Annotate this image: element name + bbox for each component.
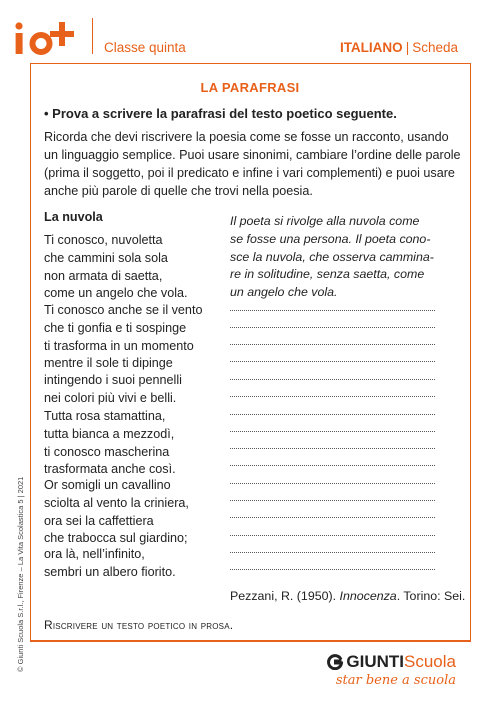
writing-line[interactable] bbox=[230, 361, 435, 362]
paraphrase-line: re in solitudine, senza saetta, come bbox=[230, 267, 425, 282]
poem-line: che trabocca sul giardino; bbox=[44, 531, 188, 546]
writing-line[interactable] bbox=[230, 483, 435, 484]
poem-line: Ti conosco anche se il vento bbox=[44, 303, 203, 317]
header-subject-block bbox=[340, 40, 458, 55]
header-type: Scheda bbox=[412, 40, 458, 55]
writing-line[interactable] bbox=[230, 465, 435, 466]
header-separator: | bbox=[405, 40, 410, 55]
instruction: • Prova a scrivere la parafrasi del testo poetico seguente. bbox=[44, 106, 397, 121]
poem-line: come un angelo che vola. bbox=[44, 286, 188, 301]
header-divider bbox=[92, 18, 93, 54]
poem-line: Ti conosco, nuvoletta bbox=[44, 233, 163, 247]
poem-stanza-2 bbox=[44, 302, 202, 373]
io-plus-logo bbox=[12, 12, 87, 58]
brand-name-bold: GIUNTI bbox=[346, 652, 405, 671]
task-footer: Riscrivere un testo poetico in prosa. bbox=[44, 618, 234, 632]
header-grade: Classe quinta bbox=[104, 40, 186, 55]
intro-paragraph: Ricorda che devi riscrivere la poesia come se fosse un racconto, usando un linguaggio semplice. Puoi usare sinonimi, cambiare l’ordine delle parole (prima il soggetto, poi il predicato e infine i vari complementi) e puoi usare anche più parole di quelle che trovi nella poesia. bbox=[44, 130, 461, 198]
poem-line: che ti gonfia e ti sospinge bbox=[44, 320, 187, 335]
writing-line[interactable] bbox=[230, 535, 435, 536]
poem-line: sembri un albero fiorito. bbox=[44, 564, 176, 579]
poem-line: Or somigli un cavallino bbox=[44, 478, 171, 492]
poem-title: La nuvola bbox=[44, 210, 103, 224]
poem-stanza-1 bbox=[44, 232, 188, 303]
poem-line: ora sei la caffettiera bbox=[44, 513, 154, 528]
writing-line[interactable] bbox=[230, 569, 435, 570]
writing-line[interactable] bbox=[230, 379, 435, 380]
writing-line[interactable] bbox=[230, 327, 435, 328]
writing-line[interactable] bbox=[230, 310, 435, 311]
copyright-credit: © Giunti Scuola S.r.l., Firenze – La Vita Scolastica 5 | 2021 bbox=[16, 476, 25, 672]
poem-stanza-6 bbox=[44, 546, 176, 582]
writing-line[interactable] bbox=[230, 344, 435, 345]
poem-line: ti conosco mascherina bbox=[44, 444, 170, 459]
io-plus-logo-icon bbox=[12, 12, 87, 58]
writing-line[interactable] bbox=[230, 431, 435, 432]
poem-line: che cammini sola sola bbox=[44, 250, 168, 265]
poem-line: ti trasforma in un momento bbox=[44, 338, 194, 353]
giunti-scuola-brand bbox=[327, 652, 456, 688]
poem-stanza-5 bbox=[44, 477, 189, 548]
poem-line: tutta bianca a mezzodì, bbox=[44, 426, 175, 441]
poem-line: mentre il sole ti dipinge bbox=[44, 356, 173, 371]
writing-line[interactable] bbox=[230, 414, 435, 415]
paraphrase-line: se fosse una persona. Il poeta cono- bbox=[230, 231, 431, 246]
paraphrase-example bbox=[230, 213, 450, 302]
poem-line: non armata di saetta, bbox=[44, 268, 163, 283]
header-subject: ITALIANO bbox=[339, 40, 403, 55]
poem-line: sciolta al vento la criniera, bbox=[44, 495, 189, 510]
citation bbox=[230, 589, 465, 603]
paraphrase-line: un angelo che vola. bbox=[230, 285, 338, 300]
giunti-logo-icon bbox=[327, 654, 343, 670]
brand-name-light: Scuola bbox=[404, 652, 456, 671]
brand-name bbox=[327, 652, 456, 672]
writing-line[interactable] bbox=[230, 500, 435, 501]
poem-stanza-3 bbox=[44, 372, 182, 408]
writing-line[interactable] bbox=[230, 552, 435, 553]
worksheet-title: LA PARAFRASI bbox=[200, 80, 300, 95]
poem-line: Tutta rosa stamattina, bbox=[44, 409, 166, 423]
paraphrase-line: sce la nuvola, che osserva cammina- bbox=[230, 249, 434, 264]
citation-work: Innocenza bbox=[339, 589, 397, 603]
poem-line: trasformata anche così. bbox=[44, 462, 176, 477]
poem-stanza-4 bbox=[44, 408, 176, 479]
citation-author: Pezzani, R. (1950). bbox=[230, 589, 337, 603]
brand-tagline: star bene a scuola bbox=[335, 673, 456, 688]
writing-line[interactable] bbox=[230, 517, 435, 518]
paraphrase-line: Il poeta si rivolge alla nuvola come bbox=[230, 214, 420, 228]
poem-line: ora là, nell’infinito, bbox=[44, 547, 145, 561]
poem-line: nei colori più vivi e belli. bbox=[44, 390, 177, 405]
citation-publisher: . Torino: Sei. bbox=[396, 589, 466, 603]
writing-line[interactable] bbox=[230, 448, 435, 449]
worksheet-frame-bottom bbox=[30, 640, 471, 642]
poem-line: intingendo i suoi pennelli bbox=[44, 373, 182, 387]
writing-line[interactable] bbox=[230, 396, 435, 397]
